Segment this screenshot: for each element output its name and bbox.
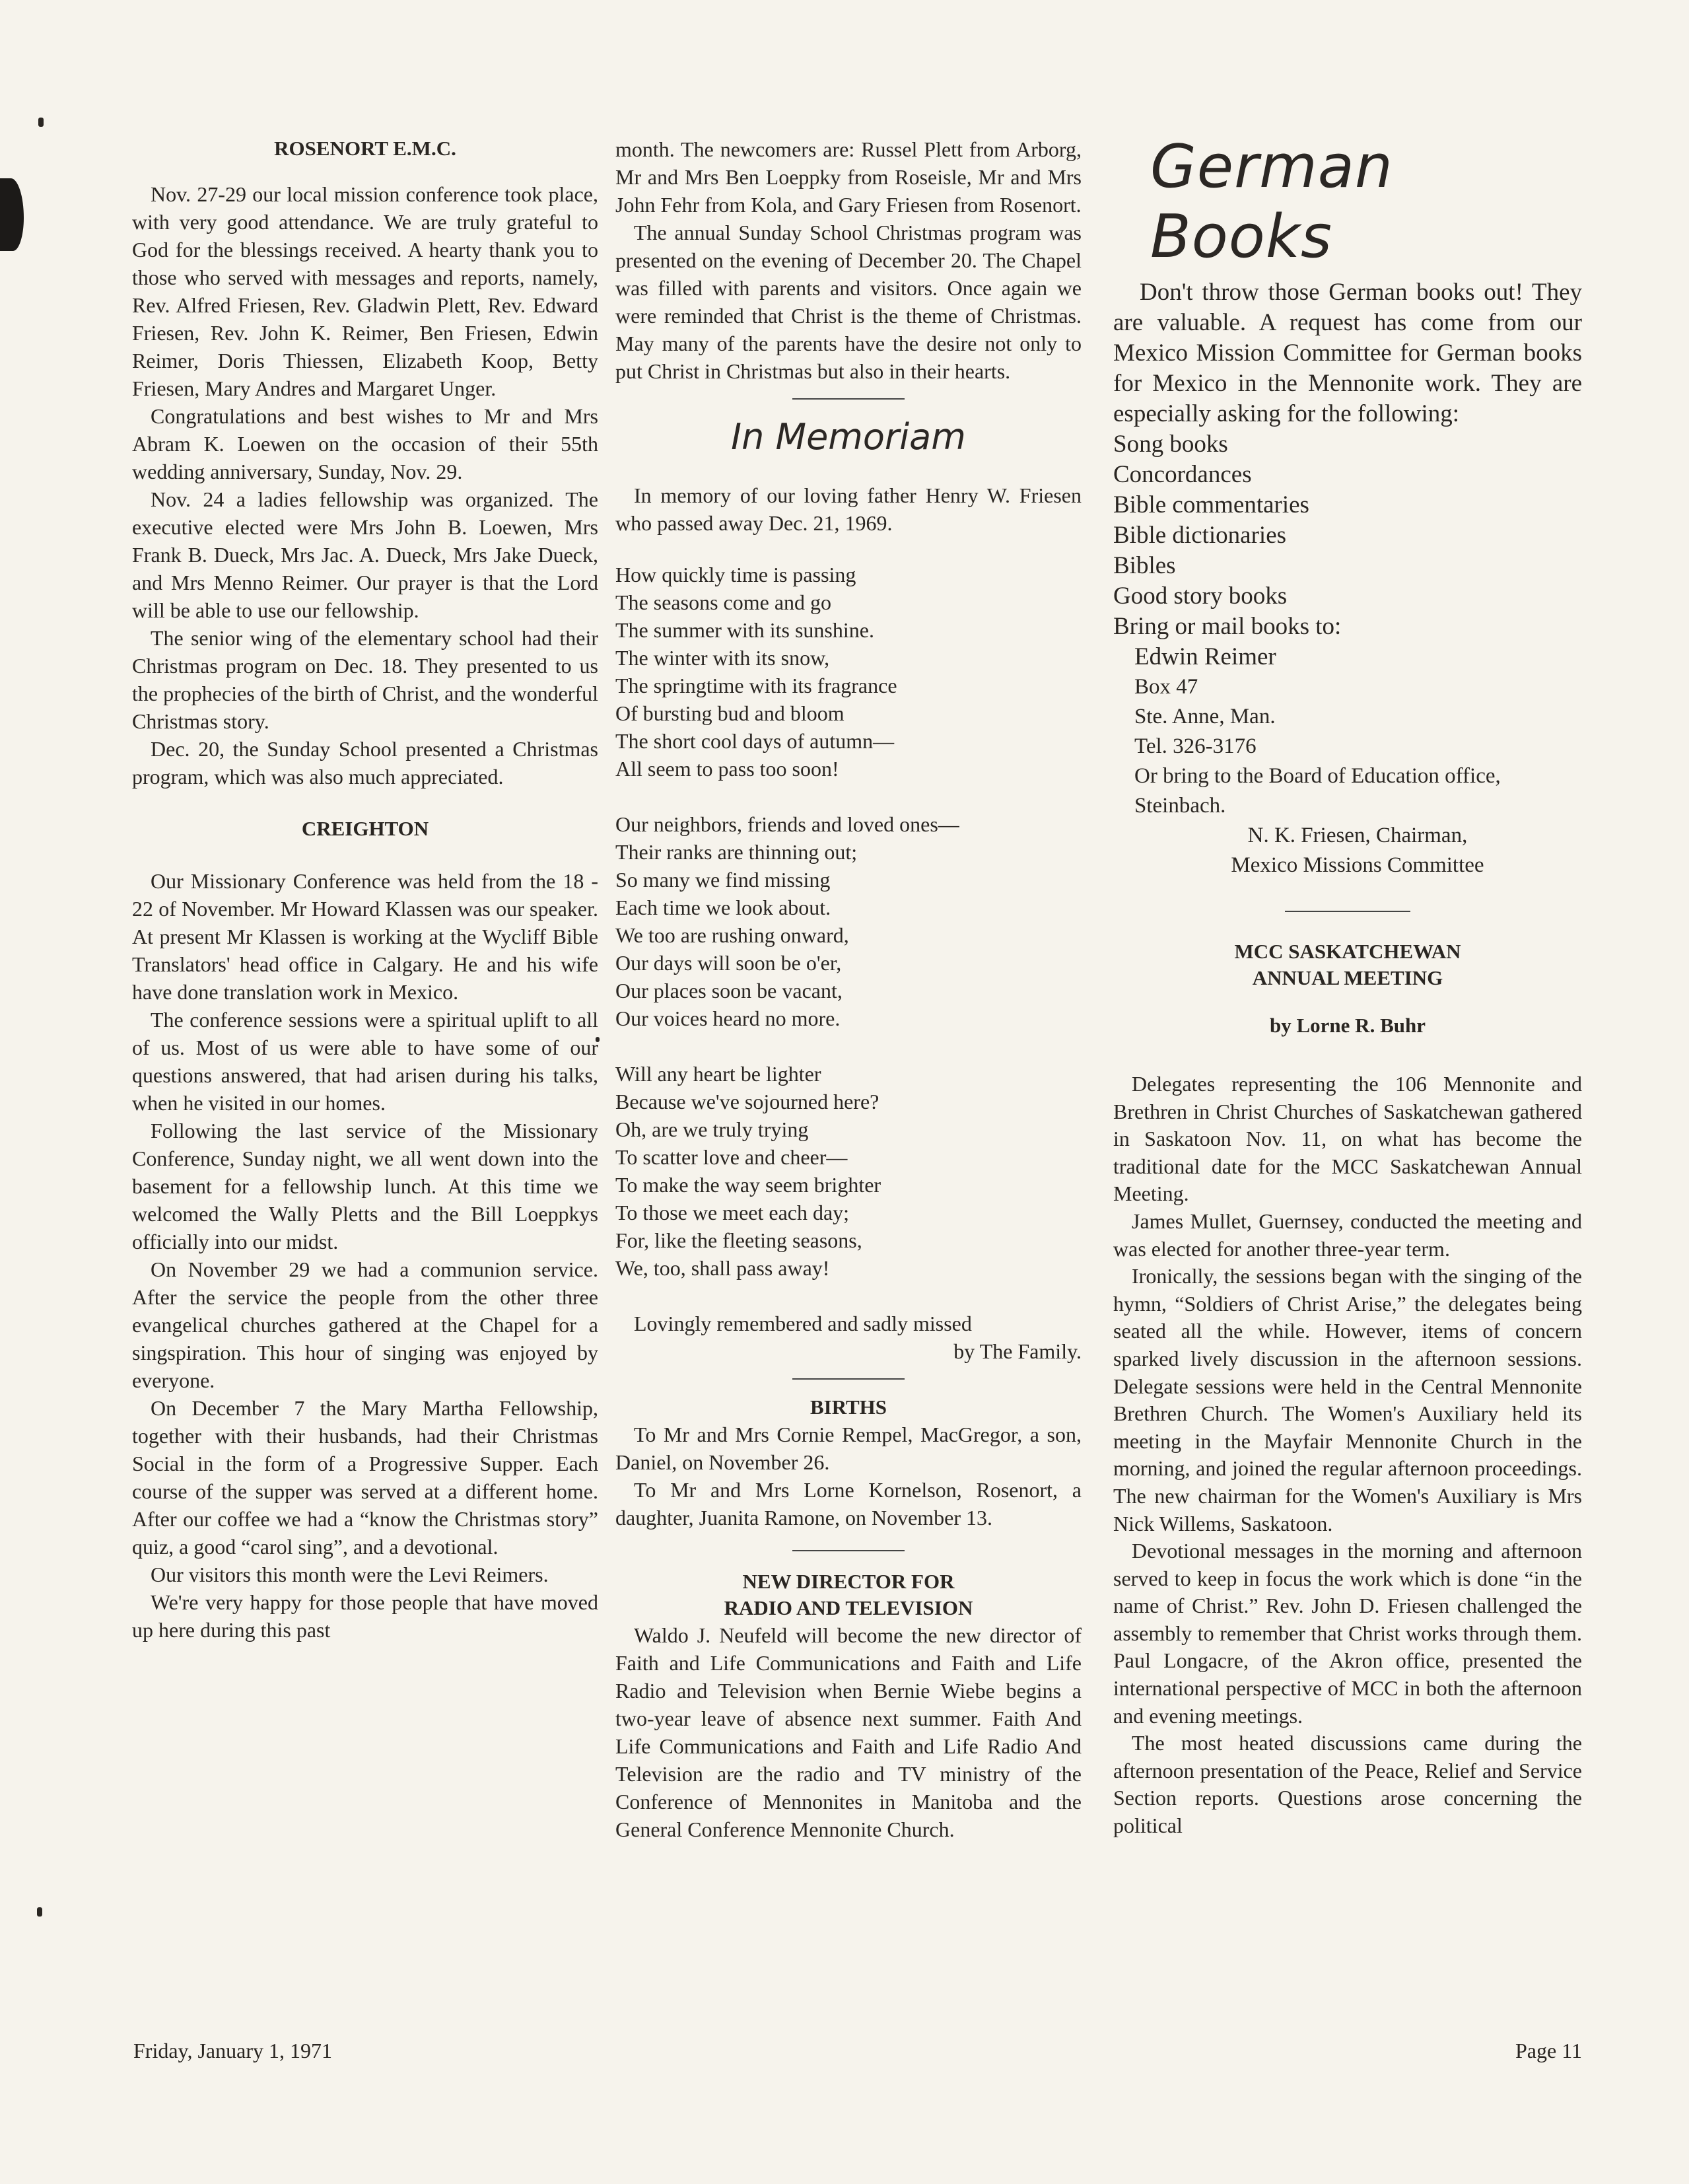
section-heading-rosenort: ROSENORT E.M.C.: [274, 137, 456, 160]
section-heading-director-line2: RADIO AND TELEVISION: [724, 1596, 973, 1619]
footer-page-number: Page 11: [1515, 2039, 1582, 2062]
paragraph: Nov. 24 a ladies fellowship was organized. The executive elected were Mrs John B. Loewen, Mrs Frank B. Dueck, Mrs Jac. A. Dueck, Mrs Jake Dueck, and Mrs Menno Reimer. Our prayer is that the Lord will be able to use our fellowship.: [132, 487, 598, 622]
list-item: Bible commentaries: [1113, 491, 1309, 518]
list-item: Bibles: [1113, 552, 1176, 579]
poem-line: All seem to pass too soon!: [615, 757, 839, 781]
poem-line: How quickly time is passing: [615, 563, 856, 586]
paragraph: month. The newcomers are: Russel Plett from Arborg, Mr and Mrs Ben Loeppky from Roseisle, Mr and Mrs John Fehr from Kola, and Gary Friesen from Rosenort.: [615, 137, 1082, 217]
poem-line: For, like the fleeting seasons,: [615, 1228, 862, 1252]
divider: [792, 398, 905, 400]
memoriam-intro: In memory of our loving father Henry W. Friesen who passed away Dec. 21, 1969.: [615, 483, 1082, 535]
signature-committee: Mexico Missions Committee: [1231, 853, 1484, 877]
address-line: Box 47: [1134, 675, 1198, 699]
german-books-notice: [1113, 277, 1582, 672]
section-heading-creighton: CREIGHTON: [301, 817, 429, 840]
poem-line: The winter with its snow,: [615, 646, 830, 670]
poem-line: The short cool days of autumn—: [615, 729, 895, 753]
mailing-address: [1113, 672, 1582, 761]
poem-line: Oh, are we truly trying: [615, 1117, 809, 1141]
poem-line: Our neighbors, friends and loved ones—: [615, 812, 959, 836]
scan-speck: [38, 118, 44, 127]
poem-line: Their ranks are thinning out;: [615, 840, 858, 864]
paragraph: The most heated discussions came during the afternoon presentation of the Peace, Relief and Service Section reports. Questions arose concerning the political: [1113, 1731, 1582, 1838]
poem-line: So many we find missing: [615, 868, 831, 892]
poem-line: To those we meet each day;: [615, 1201, 850, 1224]
poem-line: Of bursting bud and bloom: [615, 701, 844, 725]
section-heading-director: NEW DIRECTOR FOR: [742, 1570, 955, 1593]
column-left: [132, 135, 598, 1644]
paragraph: The annual Sunday School Christmas program was presented on the evening of December 20. The Chapel was filled with parents and visitors. Once again we were reminded that Christ is the theme of Christmas. May many of the parents have the desire not only to put Christ in Christmas but also in their hearts.: [615, 221, 1082, 383]
paragraph: Delegates representing the 106 Mennonite and Brethren in Christ Churches of Saskatchewan gathered in Saskatoon Nov. 11, on what has become the traditional date for the MCC Saskatchewan Annual Meeting.: [1113, 1072, 1582, 1206]
paragraph: We're very happy for those people that have moved up here during this past: [132, 1590, 598, 1642]
poem-line: The summer with its sunshine.: [615, 618, 874, 642]
list-item: Bible dictionaries: [1113, 522, 1287, 549]
memoriam-signature: by The Family.: [953, 1339, 1082, 1363]
address-name: Edwin Reimer: [1134, 643, 1276, 670]
column-right: [1113, 132, 1582, 1840]
poem-line: We, too, shall pass away!: [615, 1256, 830, 1280]
list-item: Good story books: [1113, 582, 1288, 610]
paragraph: The senior wing of the elementary school had their Christmas program on Dec. 18. They presented to us the prophecies of the birth of Christ, and the wonderful Christmas story.: [132, 626, 598, 733]
address-line: Tel. 326-3176: [1134, 734, 1257, 758]
paragraph: Devotional messages in the morning and afternoon served to keep in focus the work which is done “in the name of Christ.” Rev. John D. Friesen challenged the assembly to remember that Christ works through them. Paul Longacre, of the Akron office, presented the international perspective of MCC in both the afternoon and evening meetings.: [1113, 1539, 1582, 1728]
poem-line: To make the way seem brighter: [615, 1173, 881, 1197]
memoriam-close: Lovingly remembered and sadly missed: [634, 1312, 972, 1335]
paragraph: Waldo J. Neufeld will become the new director of Faith and Life Communications and Faith and Life Radio and Television when Bernie Wiebe begins a two-year leave of absence next summer. Faith And Life Communications and Faith and Life Radio And Television are the radio and TV ministry of the Conference of Mennonites in Manitoba and the General Conference Mennonite Church.: [615, 1623, 1082, 1841]
paragraph: Following the last service of the Missionary Conference, Sunday night, we all went down into the basement for a fellowship lunch. At this time we welcomed the Wally Pletts and the Bill Loeppkys officially into our midst.: [132, 1119, 598, 1253]
book-list: [1113, 429, 1582, 612]
scan-ink-blot: [0, 178, 24, 251]
section-heading-births: BIRTHS: [810, 1395, 887, 1419]
poem-line: We too are rushing onward,: [615, 923, 849, 947]
paragraph: Don't throw those German books out! They are valuable. A request has come from our Mexico Mission Committee for German books for Mexico in the Mennonite work. They are especially asking for the following:: [1113, 279, 1582, 427]
paragraph: To Mr and Mrs Cornie Rempel, MacGregor, a son, Daniel, on November 26.: [615, 1423, 1082, 1474]
poem-stanza: [615, 561, 1082, 783]
section-heading-mcc-line2: ANNUAL MEETING: [1252, 966, 1443, 989]
bring-instructions: Bring or mail books to:: [1113, 613, 1342, 640]
paragraph: James Mullet, Guernsey, conducted the meeting and was elected for another three-year term.: [1113, 1209, 1582, 1261]
poem-line: Our days will soon be o'er,: [615, 951, 842, 975]
poem-line: Our voices heard no more.: [615, 1006, 841, 1030]
poem-line: The seasons come and go: [615, 590, 832, 614]
divider: [792, 1378, 905, 1380]
section-heading-mcc: MCC SASKATCHEWAN: [1234, 940, 1461, 963]
paragraph: The conference sessions were a spiritual uplift to all of us. Most of us were able to have some of our questions answered, that had arisen during his talks, when he visited in our homes.: [132, 1008, 598, 1115]
address-line: Ste. Anne, Man.: [1134, 705, 1276, 728]
list-item: Concordances: [1113, 461, 1252, 488]
paragraph: On December 7 the Mary Martha Fellowship, together with their husbands, had their Christmas Social in the form of a Progressive Supper. Each course of the supper was served at a different home. After our coffee we had a “know the Christmas story” quiz, a good “carol sing”, and a devotional.: [132, 1396, 598, 1559]
signature-name: N. K. Friesen, Chairman,: [1247, 824, 1468, 847]
mcc-article: [1113, 1071, 1582, 1840]
alternate-dropoff: Or bring to the Board of Education office, Steinbach.: [1134, 764, 1501, 818]
paragraph: Ironically, the sessions began with the singing of the hymn, “Soldiers of Christ Arise,” the delegates being seated all the while. However, items of concern sparked lively discussion in the afternoon sessions. Delegate sessions were held in the Central Mennonite Brethren Church. The Women's Auxiliary held its meeting in the Mayfair Mennonite Church in the morning, and joined the regular afternoon proceedings. The new chairman for the Women's Auxiliary is Mrs Nick Willems, Saskatoon.: [1113, 1264, 1582, 1535]
scan-speck: [37, 1907, 42, 1917]
paragraph: Congratulations and best wishes to Mr and Mrs Abram K. Loewen on the occasion of their 55th wedding anniversary, Sunday, Nov. 29.: [132, 404, 598, 483]
list-item: Song books: [1113, 431, 1228, 458]
poem-line: Because we've sojourned here?: [615, 1090, 879, 1113]
poem-line: Our places soon be vacant,: [615, 979, 843, 1003]
paragraph: Nov. 27-29 our local mission conference took place, with very good attendance. We are truly grateful to God for the blessings received. A hearty thank you to those who served with messages and reports, namely, Rev. Alfred Friesen, Rev. Gladwin Plett, Rev. Edward Friesen, Rev. John K. Reimer, Ben Friesen, Edwin Reimer, Doris Thiessen, Elizabeth Koop, Betty Friesen, Mary Andres and Margaret Unger.: [132, 182, 598, 400]
poem-line: Each time we look about.: [615, 896, 831, 919]
divider: [792, 1550, 905, 1551]
poem-line: Will any heart be lighter: [615, 1062, 821, 1086]
poem-line: The springtime with its fragrance: [615, 674, 897, 697]
german-books-title: German Books: [1150, 132, 1393, 271]
footer-date: Friday, January 1, 1971: [133, 2039, 332, 2062]
paragraph: To Mr and Mrs Lorne Kornelson, Rosenort, a daughter, Juanita Ramone, on November 13.: [615, 1478, 1082, 1530]
poem-stanza: [615, 1060, 1082, 1282]
paragraph: Our Missionary Conference was held from the 18 - 22 of November. Mr Howard Klassen was our speaker. At present Mr Klassen is working at the Wycliff Bible Translators' head office in Calgary. He and his wife have done translation work in Mexico.: [132, 869, 598, 1004]
poem-stanza: [615, 810, 1082, 1032]
divider: [1285, 911, 1410, 912]
paragraph: Dec. 20, the Sunday School presented a Christmas program, which was also much appreciated.: [132, 737, 598, 789]
column-middle: [615, 135, 1082, 1843]
paragraph: Our visitors this month were the Levi Reimers.: [151, 1563, 549, 1586]
paragraph: On November 29 we had a communion service. After the service the people from the other three evangelical churches gathered at the Chapel for a singspiration. This hour of singing was enjoyed by everyone.: [132, 1257, 598, 1392]
poem-line: To scatter love and cheer—: [615, 1145, 848, 1169]
memoriam-title: In Memoriam: [731, 416, 966, 458]
byline: by Lorne R. Buhr: [1270, 1014, 1426, 1037]
